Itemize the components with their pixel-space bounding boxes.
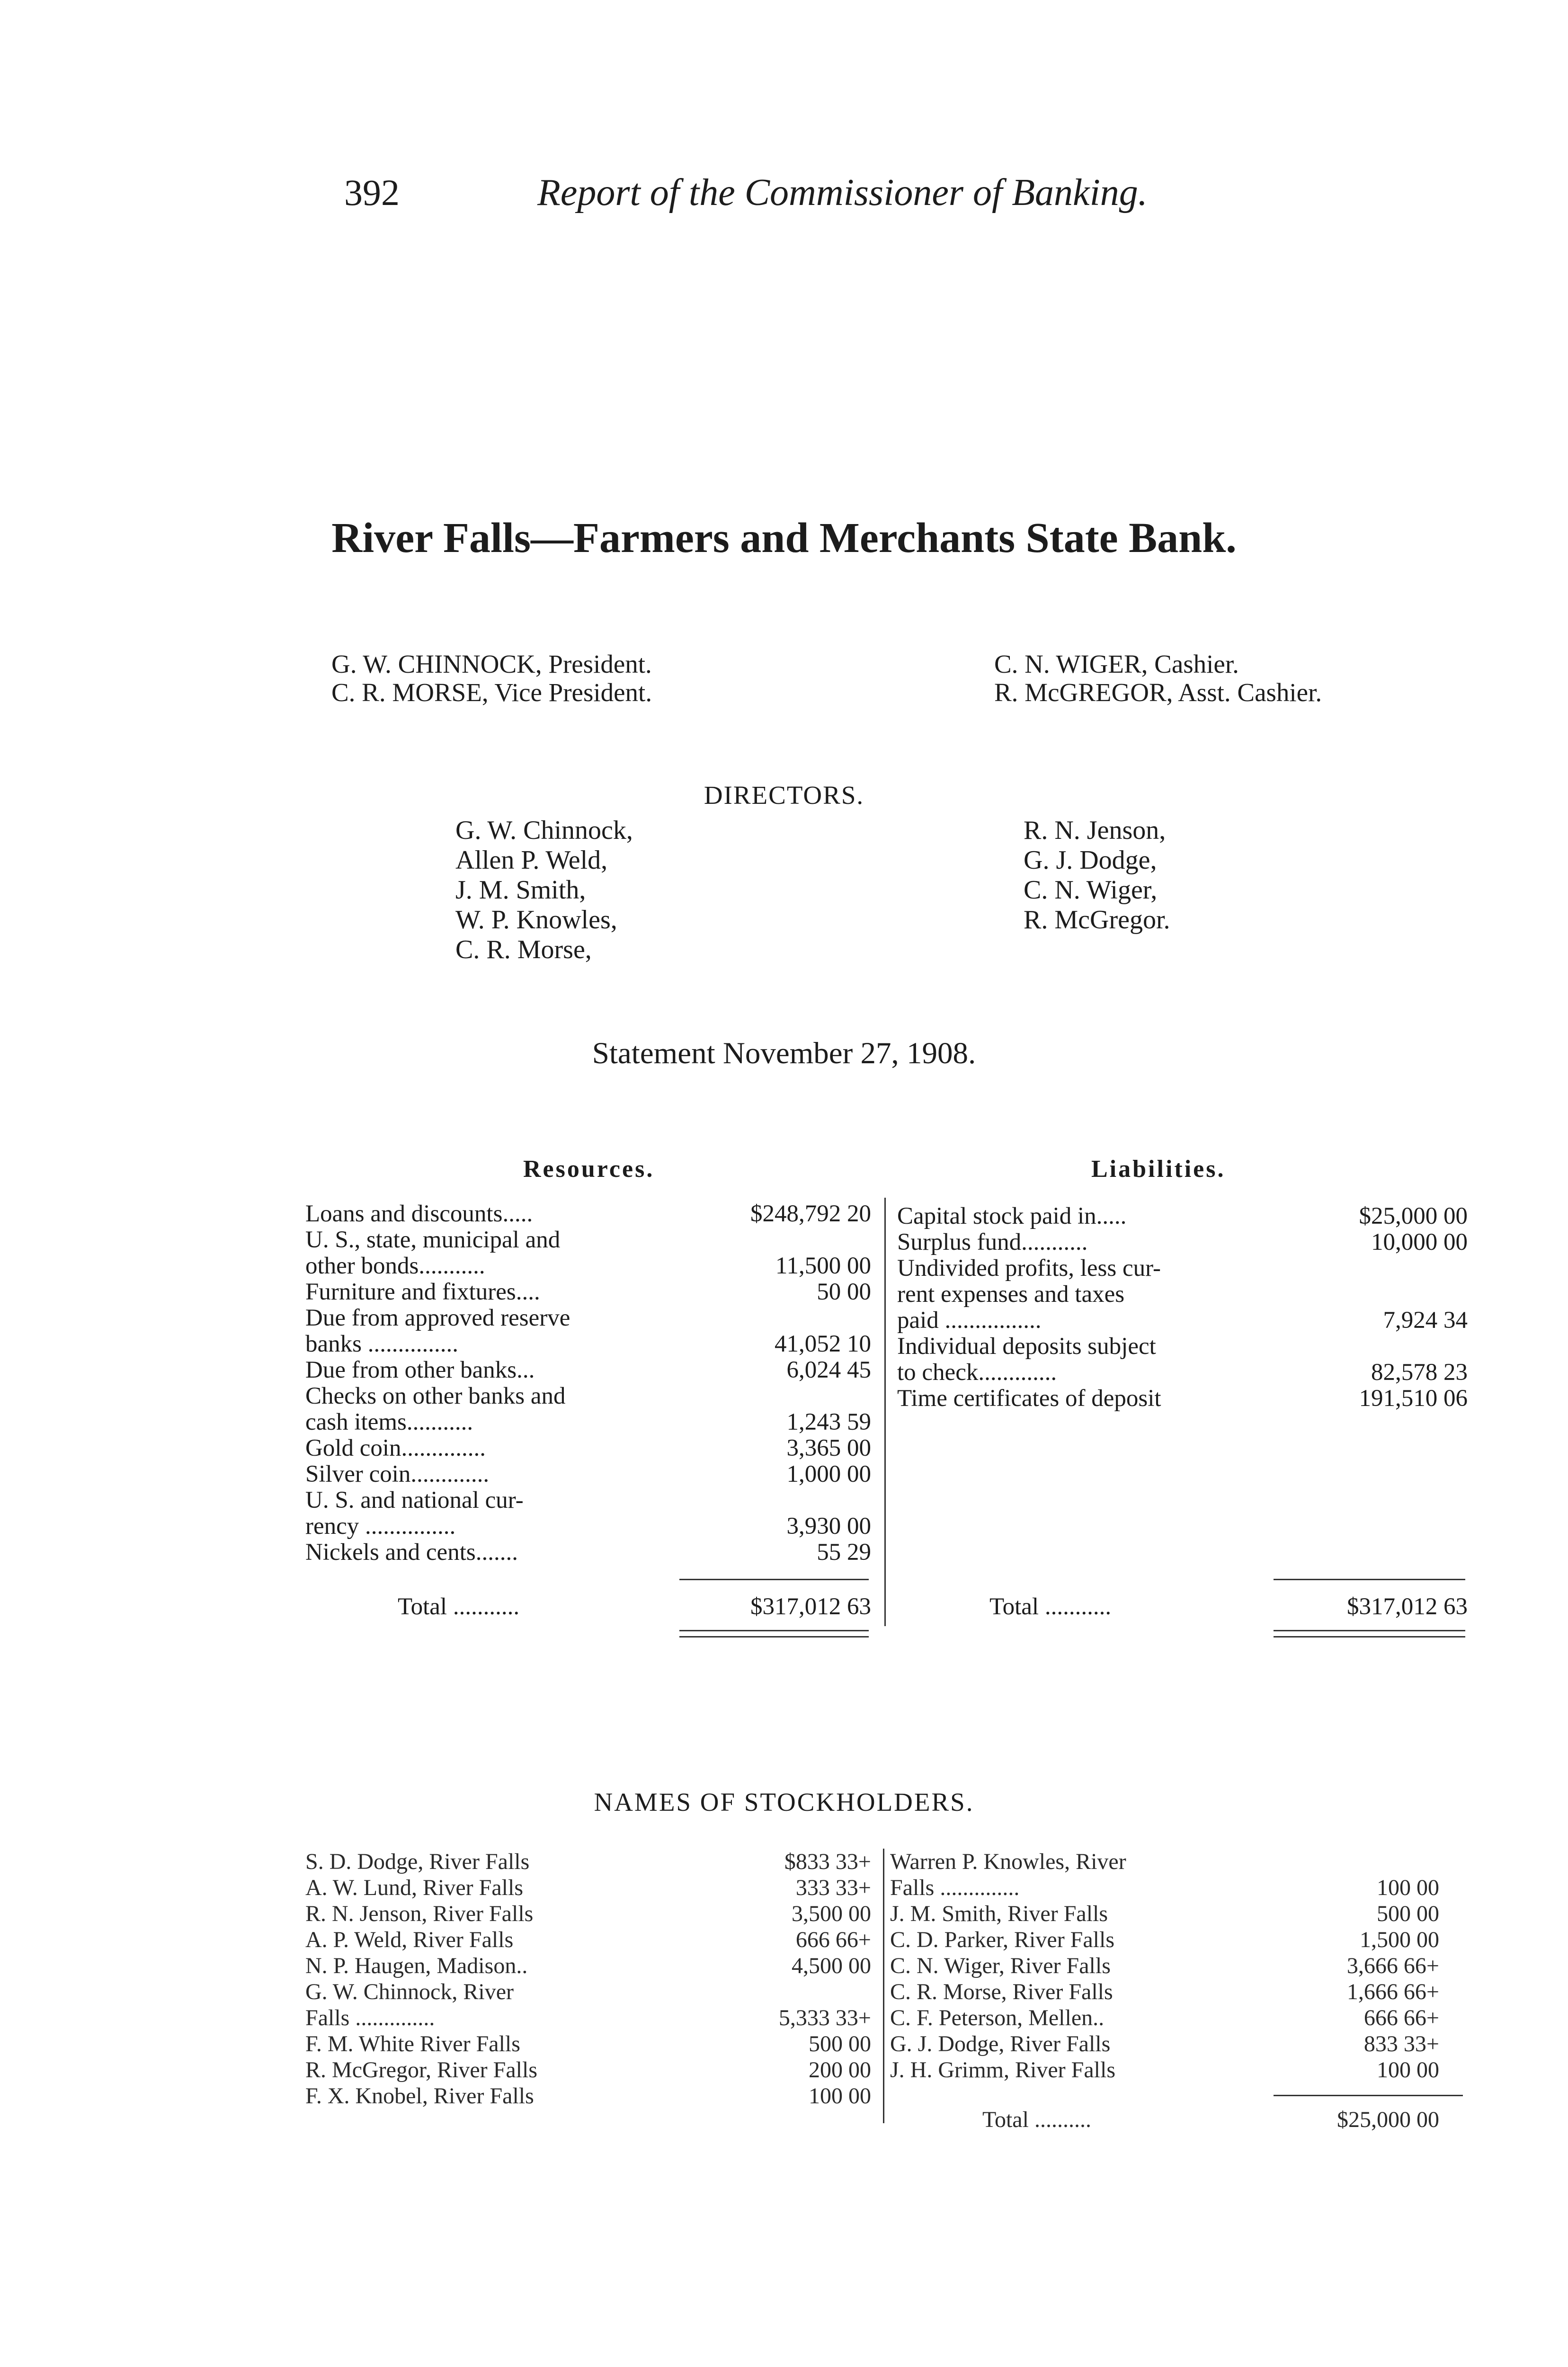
resource-label: Gold coin.............. bbox=[305, 1435, 486, 1461]
stockholder-amount: 3,666 66+ bbox=[1346, 1953, 1439, 1978]
stockholder-name: C. F. Peterson, Mellen.. bbox=[890, 2005, 1105, 2030]
stockholder-amount: 666 66+ bbox=[1363, 2005, 1439, 2030]
resources-total-label: Total ........... bbox=[398, 1593, 520, 1620]
stockholder-name: C. R. Morse, River Falls bbox=[890, 1979, 1113, 2004]
stockholder-amount: 200 00 bbox=[809, 2057, 871, 2082]
liability-label: to check............. bbox=[897, 1359, 1057, 1386]
liability-label: Capital stock paid in..... bbox=[897, 1203, 1127, 1229]
stockholder-amount: 5,333 33+ bbox=[778, 2005, 871, 2030]
stockholder-amount: 100 00 bbox=[809, 2083, 871, 2109]
resource-amount: 1,000 00 bbox=[786, 1461, 871, 1487]
stockholders-total-amount: $25,000 00 bbox=[1337, 2107, 1439, 2132]
director: J. M. Smith, bbox=[455, 875, 586, 905]
stockholder-name: Falls .............. bbox=[890, 1875, 1020, 1900]
liabilities-total-label: Total ........... bbox=[989, 1593, 1112, 1620]
resources-total-amount: $317,012 63 bbox=[750, 1593, 871, 1620]
directors-heading: DIRECTORS. bbox=[704, 781, 864, 810]
stockholder-amount: 1,666 66+ bbox=[1346, 1979, 1439, 2004]
stockholder-amount: 500 00 bbox=[809, 2031, 871, 2056]
stockholder-amount: 100 00 bbox=[1377, 2057, 1439, 2082]
stockholder-name: C. D. Parker, River Falls bbox=[890, 1927, 1115, 1952]
stockholder-amount: 1,500 00 bbox=[1360, 1927, 1439, 1952]
stockholder-name: Falls .............. bbox=[305, 2005, 435, 2030]
column-divider bbox=[884, 1198, 886, 1626]
resource-amount: 6,024 45 bbox=[786, 1357, 871, 1383]
liabilities-total-amount: $317,012 63 bbox=[1347, 1593, 1468, 1620]
stockholder-name: S. D. Dodge, River Falls bbox=[305, 1849, 530, 1874]
stockholders-total-rule bbox=[1274, 2095, 1463, 2096]
resource-amount: 11,500 00 bbox=[775, 1253, 871, 1279]
stockholders-heading: NAMES OF STOCKHOLDERS. bbox=[594, 1788, 974, 1816]
stockholders-divider bbox=[883, 1849, 884, 2123]
resource-amount: 3,365 00 bbox=[786, 1435, 871, 1461]
resource-label: Due from other banks... bbox=[305, 1357, 535, 1383]
stockholder-name: J. M. Smith, River Falls bbox=[890, 1901, 1108, 1926]
resource-label: Loans and discounts..... bbox=[305, 1201, 533, 1227]
stockholder-name: G. J. Dodge, River Falls bbox=[890, 2031, 1111, 2056]
resource-label: Furniture and fixtures.... bbox=[305, 1279, 540, 1305]
stockholder-amount: 666 66+ bbox=[795, 1927, 871, 1952]
stockholder-name: Warren P. Knowles, River bbox=[890, 1849, 1126, 1874]
resources-heading: Resources. bbox=[523, 1156, 655, 1183]
officer-cashier: C. N. WIGER, Cashier. bbox=[994, 650, 1239, 678]
officer-president: G. W. CHINNOCK, President. bbox=[331, 650, 652, 678]
officer-vice-president: C. R. MORSE, Vice President. bbox=[331, 678, 652, 707]
director: W. P. Knowles, bbox=[455, 905, 617, 934]
liability-amount: 191,510 06 bbox=[1359, 1385, 1468, 1412]
liability-amount: 82,578 23 bbox=[1371, 1359, 1468, 1386]
liability-label: Time certificates of deposit bbox=[897, 1385, 1161, 1412]
stockholders-total-label: Total .......... bbox=[982, 2107, 1091, 2132]
liability-label: Individual deposits subject bbox=[897, 1333, 1156, 1360]
stockholder-name: C. N. Wiger, River Falls bbox=[890, 1953, 1111, 1978]
statement-title: Statement November 27, 1908. bbox=[592, 1036, 976, 1070]
stockholder-amount: 100 00 bbox=[1377, 1875, 1439, 1900]
resources-total-rule bbox=[679, 1579, 869, 1580]
director: G. J. Dodge, bbox=[1024, 845, 1157, 875]
bank-title: River Falls—Farmers and Merchants State Bank. bbox=[331, 515, 1237, 561]
liabilities-total-rule bbox=[1274, 1579, 1465, 1580]
resource-label: Due from approved reserve bbox=[305, 1305, 570, 1331]
liability-amount: 10,000 00 bbox=[1371, 1229, 1468, 1255]
stockholder-name: G. W. Chinnock, River bbox=[305, 1979, 514, 2004]
stockholder-amount: 833 33+ bbox=[1363, 2031, 1439, 2056]
liability-label: Surplus fund........... bbox=[897, 1229, 1088, 1255]
resource-amount: 1,243 59 bbox=[786, 1409, 871, 1435]
liability-label: paid ................ bbox=[897, 1307, 1042, 1334]
officers-right bbox=[994, 650, 1322, 707]
director: G. W. Chinnock, bbox=[455, 816, 633, 845]
director: R. N. Jenson, bbox=[1024, 816, 1166, 845]
officer-asst-cashier: R. McGREGOR, Asst. Cashier. bbox=[994, 678, 1322, 707]
resource-amount: 3,930 00 bbox=[786, 1513, 871, 1539]
resource-label: U. S., state, municipal and bbox=[305, 1227, 561, 1253]
resource-label: other bonds........... bbox=[305, 1253, 485, 1279]
resource-amount: 41,052 10 bbox=[775, 1331, 871, 1357]
stockholder-name: F. M. White River Falls bbox=[305, 2031, 520, 2056]
stockholder-name: A. W. Lund, River Falls bbox=[305, 1875, 524, 1900]
stockholder-name: R. N. Jenson, River Falls bbox=[305, 1901, 534, 1926]
resource-label: Checks on other banks and bbox=[305, 1383, 566, 1409]
resource-label: rency ............... bbox=[305, 1513, 456, 1539]
stockholder-amount: 3,500 00 bbox=[792, 1901, 871, 1926]
resource-label: Silver coin............. bbox=[305, 1461, 490, 1487]
resource-amount: 50 00 bbox=[817, 1279, 871, 1305]
liability-label: rent expenses and taxes bbox=[897, 1281, 1125, 1308]
stockholder-amount: $833 33+ bbox=[784, 1849, 871, 1874]
resource-label: banks ............... bbox=[305, 1331, 458, 1357]
directors-left-column bbox=[455, 816, 633, 965]
stockholder-name: J. H. Grimm, River Falls bbox=[890, 2057, 1115, 2082]
liabilities-double-rule bbox=[1274, 1630, 1465, 1631]
liability-amount: $25,000 00 bbox=[1359, 1203, 1468, 1229]
director: C. N. Wiger, bbox=[1024, 875, 1158, 905]
resources-double-rule bbox=[679, 1636, 869, 1637]
liability-label: Undivided profits, less cur- bbox=[897, 1255, 1161, 1281]
resources-double-rule bbox=[679, 1630, 869, 1631]
director: Allen P. Weld, bbox=[455, 845, 608, 875]
stockholder-name: F. X. Knobel, River Falls bbox=[305, 2083, 534, 2109]
liability-amount: 7,924 34 bbox=[1383, 1307, 1468, 1334]
director: C. R. Morse, bbox=[455, 935, 592, 964]
directors-right-column bbox=[1024, 816, 1170, 935]
stockholder-name: A. P. Weld, River Falls bbox=[305, 1927, 514, 1952]
officers-left bbox=[331, 650, 652, 707]
stockholder-amount: 500 00 bbox=[1377, 1901, 1439, 1926]
liabilities-double-rule bbox=[1274, 1636, 1465, 1637]
resource-amount: 55 29 bbox=[817, 1539, 871, 1566]
running-title: Report of the Commissioner of Banking. bbox=[537, 172, 1148, 214]
resource-label: Nickels and cents....... bbox=[305, 1539, 518, 1566]
stockholder-name: R. McGregor, River Falls bbox=[305, 2057, 538, 2082]
resource-label: U. S. and national cur- bbox=[305, 1487, 524, 1513]
stockholder-amount: 333 33+ bbox=[795, 1875, 871, 1900]
stockholder-amount: 4,500 00 bbox=[792, 1953, 871, 1978]
resource-label: cash items........... bbox=[305, 1409, 473, 1435]
liabilities-heading: Liabilities. bbox=[1091, 1156, 1226, 1183]
stockholder-name: N. P. Haugen, Madison.. bbox=[305, 1953, 528, 1978]
resource-amount: $248,792 20 bbox=[750, 1201, 871, 1227]
director: R. McGregor. bbox=[1024, 905, 1170, 934]
page-number: 392 bbox=[344, 172, 400, 213]
